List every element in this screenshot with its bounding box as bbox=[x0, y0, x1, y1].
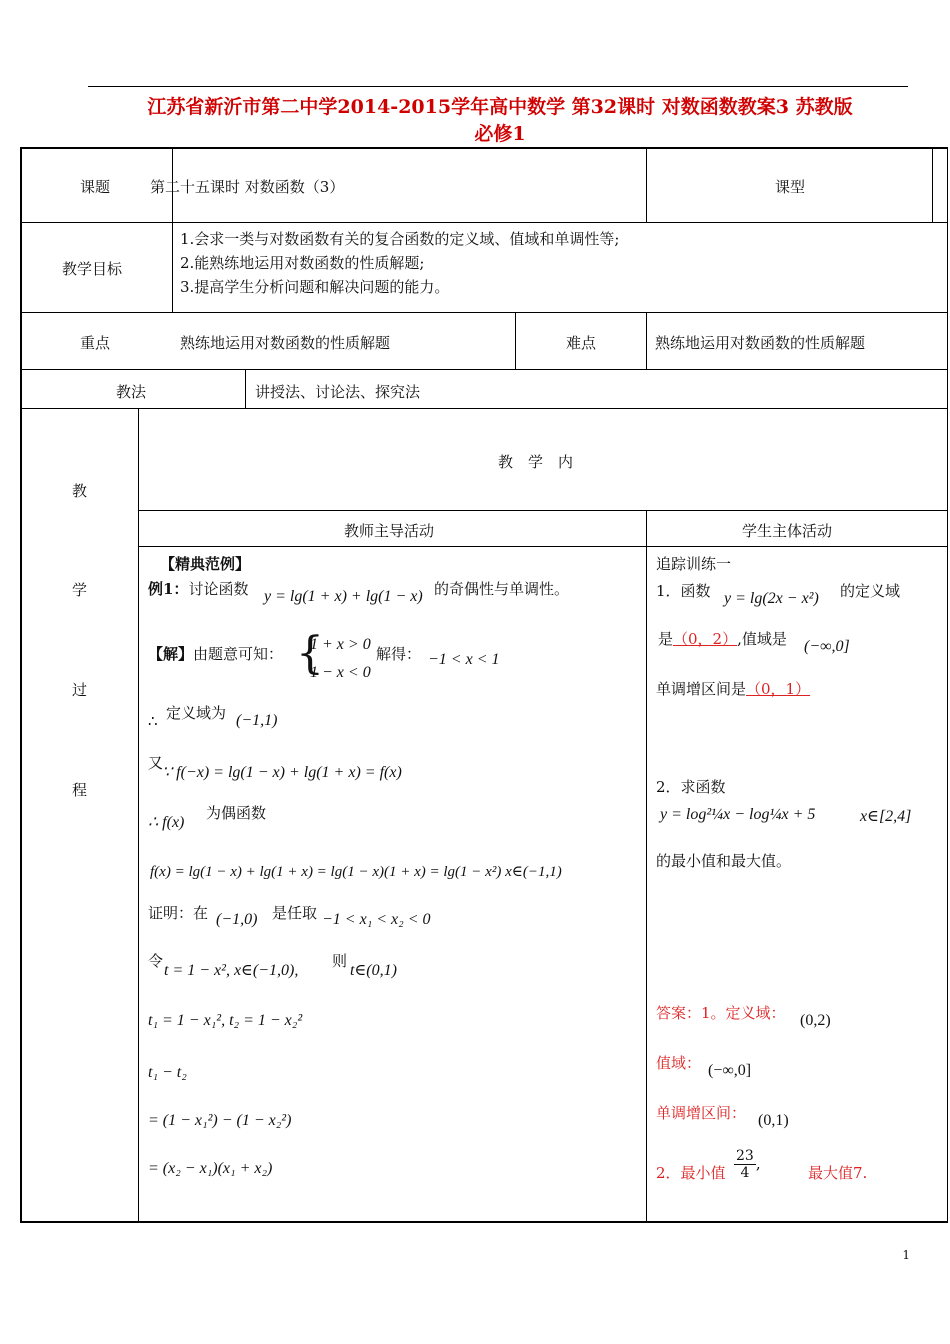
teacher-header: 教师主导活动 bbox=[344, 522, 435, 540]
fx-expression: f(x) = lg(1 − x) + lg(1 + x) = lg(1 − x)(1 + x) = lg(1 − x²) x∈(−1,1) bbox=[150, 864, 562, 880]
topic-value: 第二十五课时 对数函数（3） bbox=[150, 178, 345, 196]
also-expression: ∵ f(−x) = lg(1 − x) + lg(1 + x) = f(x) bbox=[162, 764, 402, 781]
process-char: 学 bbox=[72, 581, 88, 599]
example-1: 例1：讨论函数 bbox=[148, 580, 249, 598]
let-text: 令 bbox=[148, 952, 164, 970]
process-char: 程 bbox=[72, 781, 88, 799]
answer-domain-label: 答案：1。定义域： bbox=[656, 1004, 786, 1022]
method-label: 教法 bbox=[116, 383, 147, 401]
col-divider bbox=[245, 369, 246, 408]
answer2-max: 最大值7. bbox=[808, 1164, 868, 1182]
topic-label: 课题 bbox=[80, 178, 111, 196]
key-value: 熟练地运用对数函数的性质解题 bbox=[180, 334, 391, 352]
col-divider bbox=[172, 148, 173, 312]
system-brace: { bbox=[296, 628, 324, 679]
example-tail: 的奇偶性与单调性。 bbox=[434, 580, 570, 598]
solution-intro: 【解】由题意可知： bbox=[148, 645, 284, 663]
answer-domain: (0,2) bbox=[800, 1012, 831, 1029]
q1-range: (−∞,0] bbox=[804, 638, 850, 655]
student-header: 学生主体活动 bbox=[742, 522, 833, 540]
answer2-min-label: 2．最小值 bbox=[656, 1164, 726, 1182]
t-definitions: t₁ = 1 − x₁², t₂ = 1 − x₂² bbox=[148, 1012, 303, 1029]
q1-line2: 是（0，2）,值域是 bbox=[658, 630, 787, 648]
table-bottom-border bbox=[20, 1221, 948, 1223]
key-label: 重点 bbox=[80, 334, 111, 352]
title-line-2: 必修1 bbox=[474, 123, 526, 145]
goals-label: 教学目标 bbox=[62, 260, 123, 278]
answer2-min-fraction: $\frac{23}{4}$ , bbox=[736, 1148, 761, 1181]
solve-text: 解得： bbox=[376, 645, 422, 663]
col-divider bbox=[646, 510, 647, 1222]
title-line-1: 江苏省新沂市第二中学2014-2015学年高中数学 第32课时 对数函数教案3 苏教版 bbox=[147, 96, 853, 118]
method-value: 讲授法、讨论法、探究法 bbox=[255, 383, 421, 401]
q1-line3: 单调增区间是（0，1） bbox=[656, 680, 811, 698]
goal-item: 2.能熟练地运用对数函数的性质解题; bbox=[180, 254, 425, 272]
row-divider bbox=[138, 546, 948, 547]
header-rule bbox=[88, 86, 908, 87]
row-divider bbox=[20, 408, 948, 409]
also-text: 又 bbox=[148, 754, 164, 772]
col-divider bbox=[646, 148, 647, 222]
then-text: 则 bbox=[332, 952, 348, 970]
answer-monotonic-label: 单调增区间： bbox=[656, 1104, 747, 1122]
row-divider bbox=[20, 369, 948, 370]
domain-prefix: ∴ bbox=[148, 712, 158, 730]
domain-value: (−1,1) bbox=[236, 712, 278, 729]
q1-domain-answer: （0，2） bbox=[673, 630, 738, 648]
page-number: 1 bbox=[902, 1248, 910, 1262]
process-char: 教 bbox=[72, 482, 88, 500]
even-prefix: ∴ f(x) bbox=[148, 814, 185, 831]
q2-tail: 的最小值和最大值。 bbox=[656, 852, 792, 870]
answer-range: (−∞,0] bbox=[708, 1062, 752, 1079]
q1-tail: 的定义域 bbox=[840, 582, 901, 600]
q1-function: y = lg(2x − x²) bbox=[724, 590, 819, 607]
row-divider bbox=[20, 312, 948, 313]
solve-result: −1 < x < 1 bbox=[428, 651, 500, 668]
table-top-border bbox=[20, 147, 948, 149]
proof-interval: (−1,0) bbox=[216, 911, 258, 928]
system-line-1: 1 + x > 0 bbox=[310, 636, 371, 653]
step-1: = (1 − x₁²) − (1 − x₂²) bbox=[148, 1112, 292, 1129]
difficulty-label: 难点 bbox=[566, 334, 597, 352]
table-right-border bbox=[947, 148, 948, 1222]
answer-monotonic: (0,1) bbox=[758, 1112, 789, 1129]
goal-item: 1.会求一类与对数函数有关的复合函数的定义域、值域和单调性等; bbox=[180, 230, 620, 248]
even-text: 为偶函数 bbox=[206, 804, 267, 822]
type-label: 课型 bbox=[775, 178, 806, 196]
document-title bbox=[60, 94, 940, 148]
col-divider bbox=[646, 312, 647, 369]
difficulty-value: 熟练地运用对数函数的性质解题 bbox=[655, 334, 866, 352]
q1-monotonic-answer: （0，1） bbox=[746, 680, 811, 698]
q2-label: 2．求函数 bbox=[656, 778, 726, 796]
q2-domain: x∈[2,4] bbox=[860, 808, 912, 825]
proof-text: 证明：在 bbox=[148, 904, 209, 922]
col-divider bbox=[138, 408, 139, 1222]
section-heading: 【精典范例】 bbox=[160, 555, 251, 573]
domain-text: 定义域为 bbox=[166, 704, 227, 722]
q1-label: 1．函数 bbox=[656, 582, 711, 600]
row-divider bbox=[20, 222, 948, 223]
system-line-2: 1 − x < 0 bbox=[310, 664, 371, 681]
example-function: y = lg(1 + x) + lg(1 − x) bbox=[264, 588, 423, 605]
proof-text-2: 是任取 bbox=[272, 904, 318, 922]
goal-item: 3.提高学生分析问题和解决问题的能力。 bbox=[180, 278, 450, 296]
row-divider bbox=[138, 510, 948, 511]
step-2: = (x₂ − x₁)(x₁ + x₂) bbox=[148, 1160, 273, 1177]
process-char: 过 bbox=[72, 681, 88, 699]
answer-range-label: 值域： bbox=[656, 1054, 702, 1072]
proof-condition: −1 < x₁ < x₂ < 0 bbox=[322, 911, 431, 928]
example-label: 例1： bbox=[148, 580, 189, 598]
table-left-border bbox=[20, 148, 22, 1222]
t-difference: t₁ − t₂ bbox=[148, 1064, 187, 1081]
q2-function: y = log²¼x − log¼x + 5 bbox=[660, 806, 816, 823]
let-expression: t = 1 − x², x∈(−1,0), bbox=[164, 962, 299, 979]
then-expression: t∈(0,1) bbox=[350, 962, 397, 979]
col-divider bbox=[932, 148, 933, 222]
track-title: 追踪训练一 bbox=[656, 555, 732, 573]
content-header: 教 学 内 bbox=[498, 453, 574, 471]
col-divider bbox=[515, 312, 516, 369]
